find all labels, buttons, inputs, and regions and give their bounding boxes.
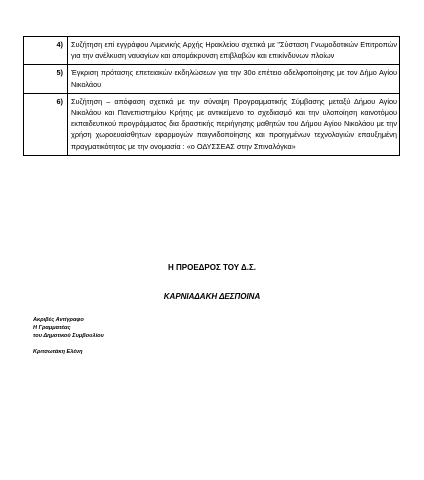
agenda-item-number: 5) [24, 65, 68, 93]
president-title: Η ΠΡΟΕΔΡΟΣ ΤΟΥ Δ.Σ. [167, 263, 256, 272]
agenda-item-number: 6) [24, 93, 68, 155]
agenda-item-text: Συζήτηση επί εγγράφου Λιμενικής Αρχής Ηρακλείου σχετικά με "Σύσταση Γνωμοδοτικών Επιτροπών για την ανέλκυση ναυαγίων και απομάκρυνση επιβλαβών και επικίνδυνων πλοίων [68, 37, 400, 65]
council-label: του Δημοτικού Συμβουλίου [33, 333, 104, 339]
agenda-item-text: Συζήτηση – απόφαση σχετικά με την σύναψη Προγραμματικής Σύμβασης μεταξύ Δήμου Αγίου Νικολάου και Πανεπιστημίου Κρήτης με αντικείμενο το σχεδιασμό και την υλοποίηση καινοτόμου εκπαιδευτικού προγράμματος δια δραστικής περιήγησης μαθητών του Δήμου Αγίου Νικολάου με την χρήση χωροευαίσθητων εφαρμογών παιγνιδοποίησης και προηγμένων τεχνολογιών επαυξημένη πραγματικότητας με την ονομασία : «ο ΟΔΥΣΣΕΑΣ στην Σπιναλόγκα» [68, 93, 400, 155]
agenda-item-text: Έγκριση πρότασης επετειακών εκδηλώσεων για την 30ο επέτειο αδελφοποίησης με τον Δήμο Αγίου Νικολάου [68, 65, 400, 93]
certified-copy-label: Ακριβές Αντίγραφο [33, 317, 84, 323]
agenda-row [24, 37, 400, 65]
secretary-title: Η Γραμματέας [33, 325, 71, 331]
agenda-row [24, 65, 400, 93]
agenda-item-number: 4) [24, 37, 68, 65]
secretary-name: Κριτσωτάκη Ελένη [33, 349, 83, 355]
agenda-table [23, 36, 400, 156]
president-name: ΚΑΡΝΙΑΔΑΚΗ ΔΕΣΠΟΙΝΑ [163, 292, 261, 301]
agenda-row [24, 93, 400, 155]
